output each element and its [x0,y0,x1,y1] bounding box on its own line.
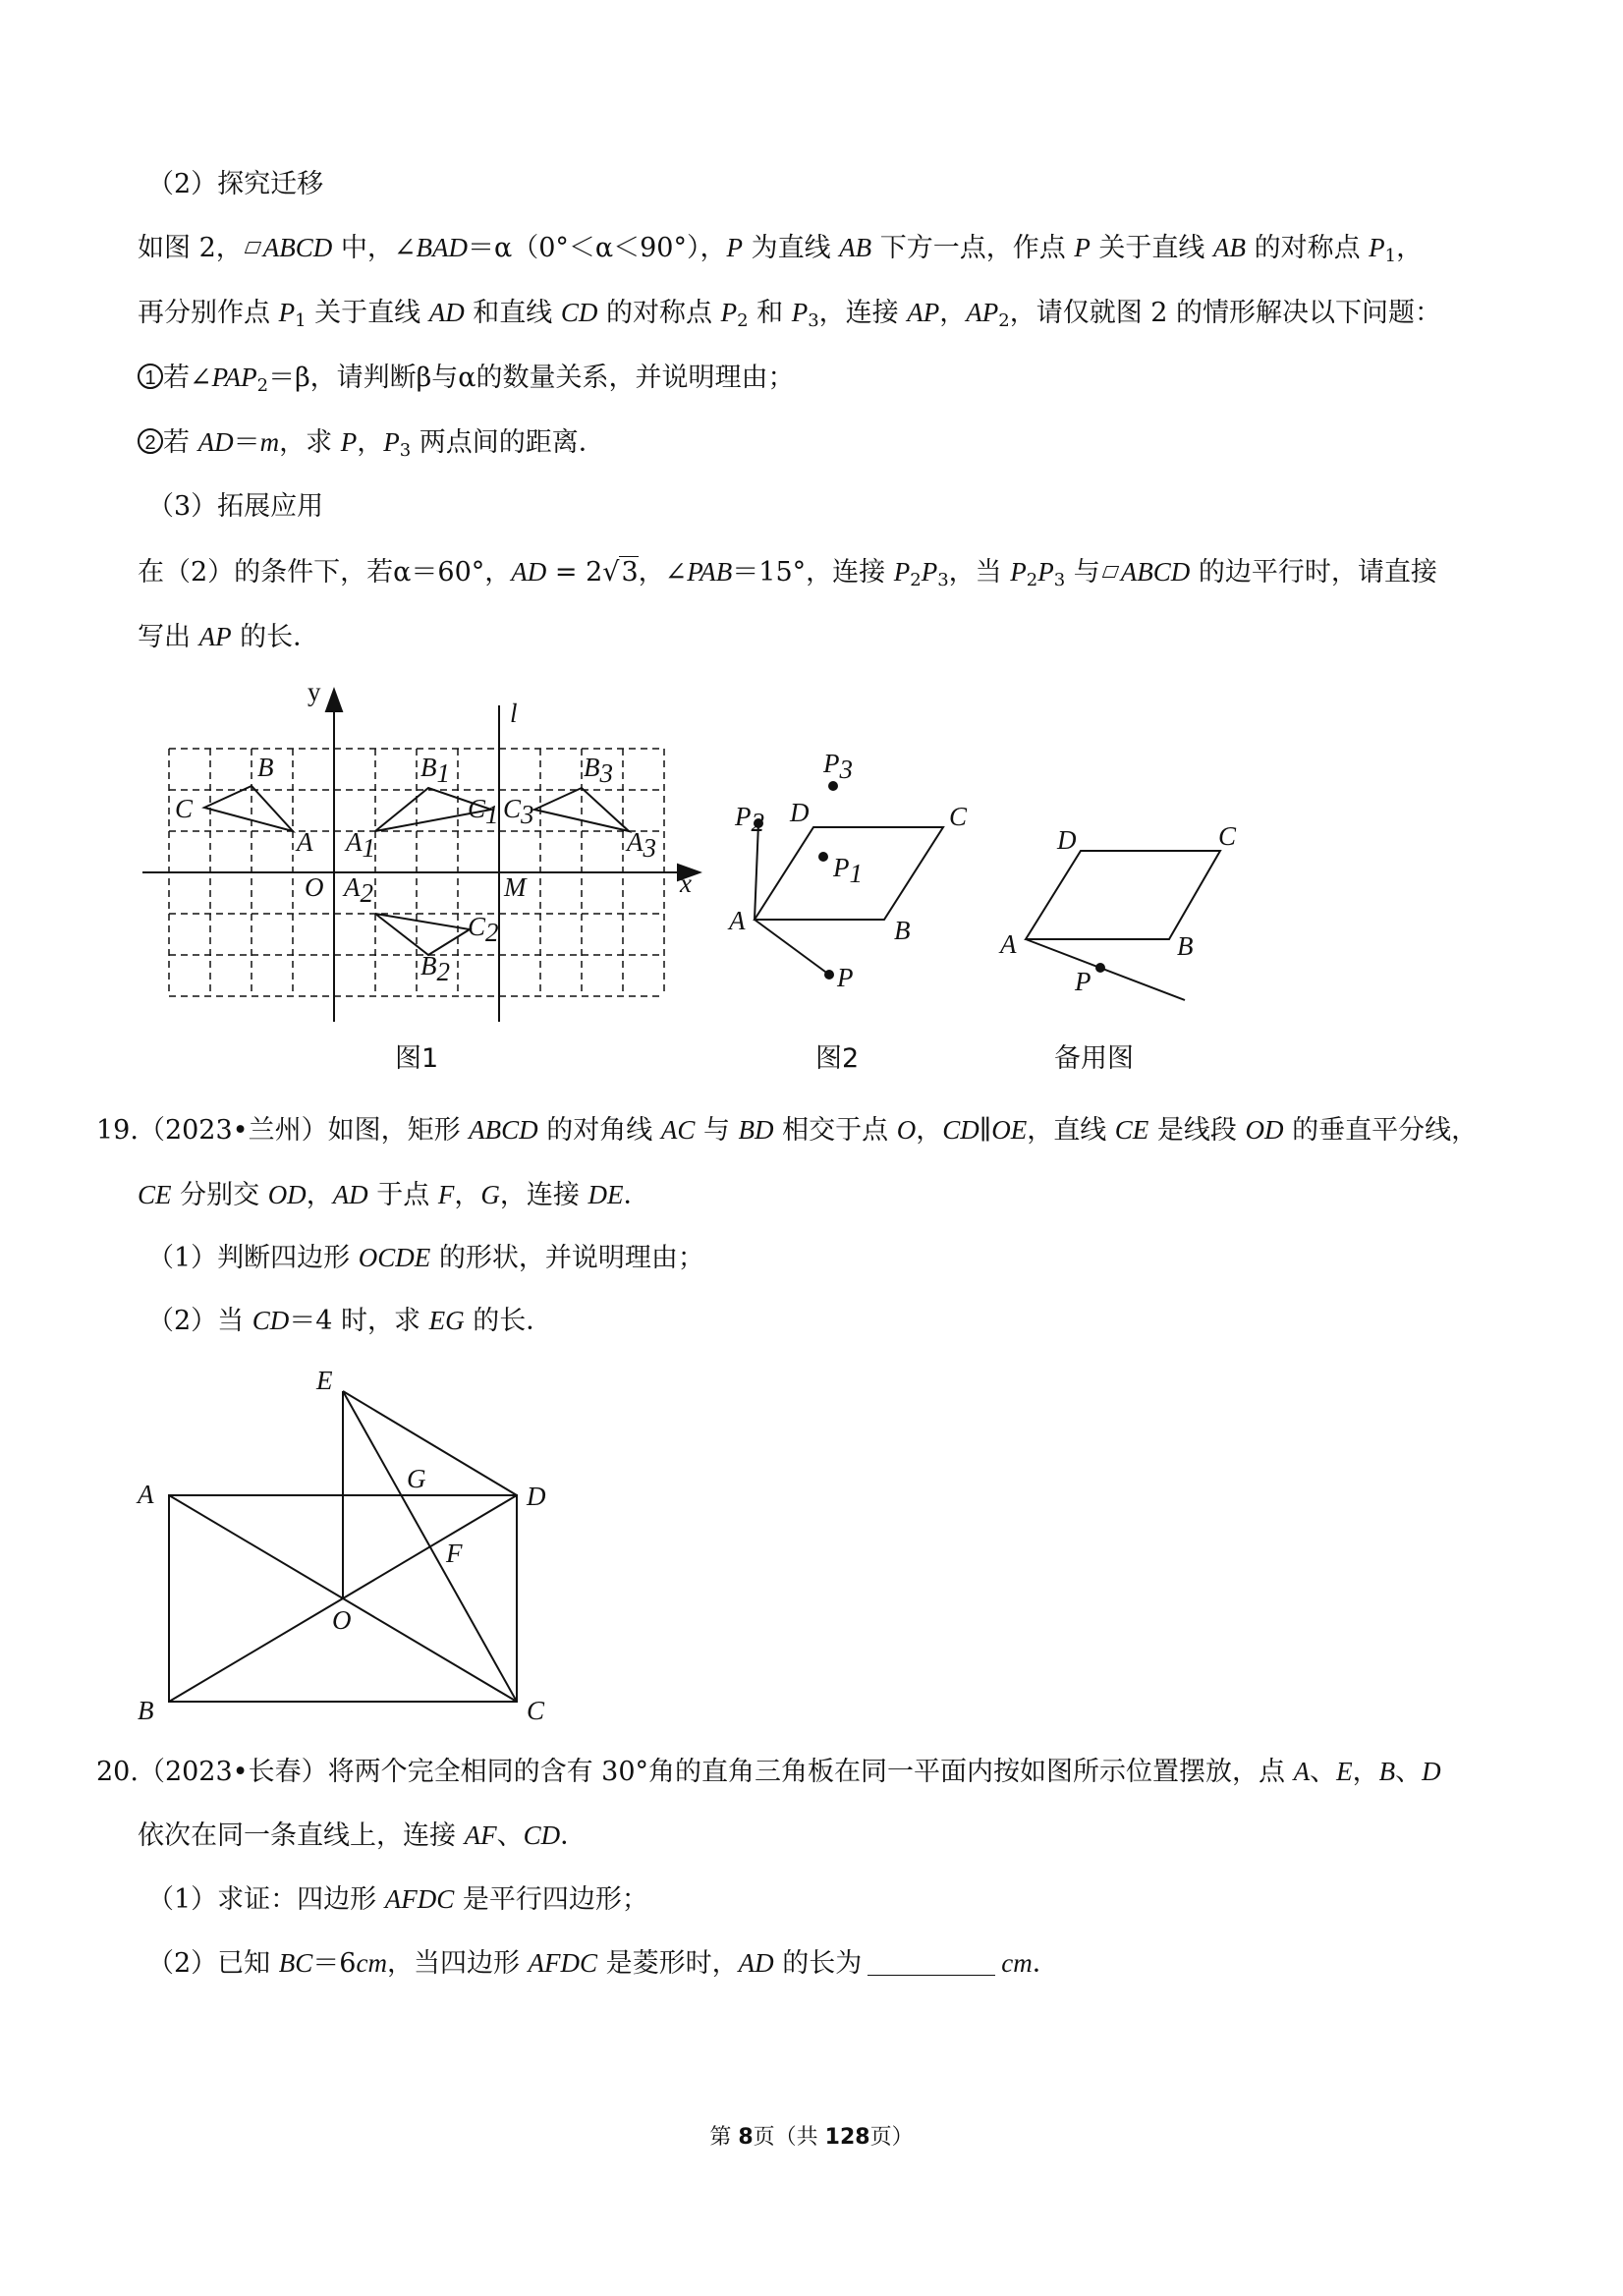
q19-line1: 19.（2023•兰州）如图，矩形 ABCD 的对角线 AC 与 BD 相交于点 O，CD∥OE，直线 CE 是线段 OD 的垂直平分线， [96,1115,1479,1146]
label-B3: B3 [584,753,613,788]
page-footer: 第 8页（共 128页） [709,2125,914,2150]
label-C1: C1 [468,794,499,829]
q20-subquestion-1: （1）求证：四边形 AFDC 是平行四边形； [147,1884,648,1915]
label-O-q19: O [332,1605,352,1635]
label-P-fig2: P [837,963,854,992]
q18-para-line1: 如图 2， ABCD 中，∠BAD＝α（0°＜α＜90°），P 为直线 AB 下方一点，作点 P 关于直线 AB 的对称点 $P_1$， [138,233,1424,266]
q20-line1: 20.（2023•长春）将两个完全相同的含有 30°角的直角三角板在同一平面内按如图所示位置摆放，点 A、E，B、D [96,1757,1441,1787]
q20-line2: 依次在同一条直线上，连接 AF、CD． [138,1820,588,1851]
label-C: C [175,794,194,823]
triangle-a2b2c2 [375,914,470,955]
label-D-fig2: D [790,798,810,827]
q18-condition-1: 1 若$\angle PAP_2=\beta$，请判断β与α的数量关系，并说明理由； [138,360,795,396]
label-E-q19: E [316,1366,333,1395]
part3-title: （3）拓展应用 [147,491,324,522]
q20-subquestion-2: （2）已知 BC＝6cm，当四边形 AFDC 是菱形时，AD 的长为 cm． [147,1948,1059,1979]
label-B1: B1 [420,753,450,788]
q18-para-line2: 再分别作点 $P_1$ 关于直线 AD 和直线 CD 的对称点 $P_2$ 和 $P_3$，连接 AP，$AP_2$，请仅就图 2 的情形解决以下问题： [138,298,1442,331]
point-p1 [818,852,828,862]
label-C-q19: C [527,1696,545,1725]
label-P-backup: P [1075,967,1091,996]
label-D-q19: D [527,1482,546,1511]
label-C3: C3 [503,794,534,829]
label-C2: C2 [468,912,499,947]
label-A1: A1 [346,827,375,863]
q18-condition-2: 2 若 AD＝m，求 P，$P_3$ 两点间的距离． [138,424,605,461]
label-P1: P1 [833,853,863,888]
label-M: M [504,872,527,902]
label-O: O [305,872,324,902]
answer-blank[interactable] [867,1949,995,1976]
point-p-backup [1095,963,1105,973]
point-p [824,970,834,980]
q19-subquestion-2: （2）当 CD＝4 时，求 EG 的长． [147,1306,553,1336]
label-C-backup: C [1218,821,1237,851]
q19-line2: CE 分别交 OD，AD 于点 F，G，连接 DE． [138,1180,650,1210]
label-C-fig2: C [949,802,968,831]
y-axis-arrow-icon [326,690,342,711]
label-A-q19: A [138,1480,154,1509]
label-B: B [257,753,274,782]
figure-1-caption: 图1 [395,1043,439,1074]
part2-title: （2）探究迁移 [147,169,324,199]
label-x: x [680,868,692,898]
label-A-backup: A [1000,929,1017,959]
backup-figure-parallelogram [1026,851,1220,1000]
q19-rectangle-figure [169,1391,517,1702]
label-B-fig2: B [894,916,911,945]
point-p3 [828,781,838,791]
q19-subquestion-1: （1）判断四边形 OCDE 的形状，并说明理由； [147,1243,704,1273]
figure-2-caption: 图2 [815,1043,860,1074]
label-D-backup: D [1057,825,1077,855]
label-B-q19: B [138,1696,154,1725]
figure-2-parallelogram [755,823,943,975]
label-A-fig2: A [729,906,746,935]
q18-para-line4: 写出 AP 的长． [138,622,320,652]
label-A2: A2 [344,872,373,908]
triangle-abc [204,786,293,831]
label-P2: P2 [735,802,764,837]
label-A: A [297,827,313,857]
label-A3: A3 [627,827,656,863]
label-l: l [510,699,518,728]
label-P3: P3 [823,749,853,784]
backup-figure-caption: 备用图 [1054,1043,1134,1074]
label-B-backup: B [1177,931,1194,961]
sqrt-sign: √3 [602,557,639,588]
label-B2: B2 [420,951,450,986]
label-F-q19: F [446,1539,463,1568]
label-G-q19: G [407,1464,426,1493]
label-y: y [308,677,321,706]
q18-para-line3: 在（2）的条件下，若α＝60°，AD = 2√3，∠PAB＝15°，连接 $P_2P_3$，当 $P_2P_3$ 与 ABCD 的边平行时，请直接 [138,557,1437,590]
